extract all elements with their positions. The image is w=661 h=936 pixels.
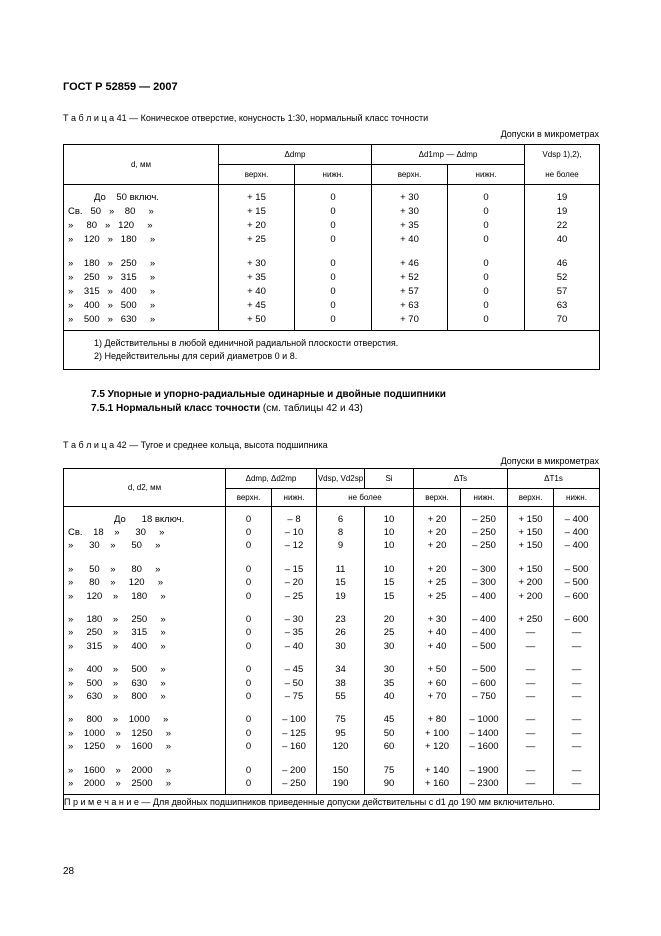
t41-sub-lower-1: нижн. [295, 165, 372, 185]
value-cell: + 150 [508, 563, 554, 576]
value-cell: — [554, 777, 600, 790]
t42-header-ts: ΔTs [414, 469, 508, 489]
value-cell: — [508, 676, 554, 689]
t42-note: П р и м е ч а н и е — Для двойных подшипников приведенные допуски действительны с d1 до 190 мм включительно. [64, 794, 600, 809]
value-cell: – 2300 [461, 777, 508, 790]
value-cell: 19 [525, 205, 600, 219]
table-row [64, 205, 600, 219]
value-cell: 9 [317, 539, 365, 552]
value-cell: 0 [226, 589, 272, 602]
value-cell: — [508, 663, 554, 676]
value-cell: 0 [226, 513, 272, 526]
value-cell: – 50 [272, 676, 317, 689]
value-cell: 46 [525, 257, 600, 271]
table-row [64, 676, 600, 689]
table-row [64, 299, 600, 313]
value-cell: + 160 [414, 777, 461, 790]
table-row [64, 219, 600, 233]
value-cell: – 1900 [461, 763, 508, 776]
section-title-7-5: 7.5 Упорные и упорно-радиальные одинарные и двойные подшипники [91, 389, 446, 400]
value-cell: – 400 [554, 539, 600, 552]
range-cell: » 800 » 1000 » [68, 714, 169, 726]
spacer-row [64, 247, 600, 257]
value-cell: – 40 [272, 640, 317, 653]
value-cell: – 250 [272, 777, 317, 790]
value-cell: + 25 [414, 576, 461, 589]
spacer-row [64, 653, 600, 663]
spacer-row [64, 703, 600, 713]
table42-units: Допуски в микрометрах [500, 456, 599, 466]
value-cell: – 35 [272, 626, 317, 639]
value-cell: 0 [295, 219, 372, 233]
value-cell: 25 [365, 626, 414, 639]
range-cell: До 18 включ. [114, 513, 185, 525]
range-cell: Св. 50 » 80 » [68, 206, 154, 217]
value-cell: — [554, 713, 600, 726]
value-cell: 0 [226, 539, 272, 552]
value-cell: — [508, 626, 554, 639]
range-cell: » 500 » 630 » [68, 677, 166, 689]
value-cell: + 40 [414, 640, 461, 653]
value-cell: 0 [448, 285, 525, 299]
table-row [64, 777, 600, 790]
range-cell: » 1000 » 1250 » [68, 727, 171, 739]
value-cell: 30 [317, 640, 365, 653]
range-cell: » 1250 » 1600 » [68, 741, 171, 753]
value-cell: – 15 [272, 563, 317, 576]
value-cell: + 80 [414, 713, 461, 726]
spacer-row [64, 553, 600, 563]
table-row [64, 589, 600, 602]
table-row [64, 526, 600, 539]
range-cell: » 315 » 400 » [68, 640, 166, 652]
t42-sub-upper-2: верхн. [414, 489, 461, 507]
range-cell: » 500 » 630 » [68, 314, 156, 325]
value-cell: 20 [365, 613, 414, 626]
t42-sub-upper-1: верхн. [226, 489, 272, 507]
table-row [64, 563, 600, 576]
value-cell: + 40 [414, 626, 461, 639]
value-cell: 0 [295, 205, 372, 219]
table-row [64, 663, 600, 676]
t42-header-d: d, d2, мм [64, 469, 226, 507]
document-id: ГОСТ Р 52859 — 2007 [63, 81, 178, 93]
value-cell: 23 [317, 613, 365, 626]
value-cell: – 1400 [461, 727, 508, 740]
value-cell: + 46 [372, 257, 448, 271]
value-cell: + 20 [414, 539, 461, 552]
value-cell: 95 [317, 727, 365, 740]
value-cell: + 63 [372, 299, 448, 313]
value-cell: 0 [295, 233, 372, 247]
value-cell: 57 [525, 285, 600, 299]
value-cell: – 100 [272, 713, 317, 726]
table-42 [63, 468, 600, 810]
value-cell: 19 [317, 589, 365, 602]
table41-caption: Т а б л и ц а 41 — Коническое отверстие, конусность 1:30, нормальный класс точности [63, 113, 429, 123]
value-cell: — [508, 713, 554, 726]
value-cell: + 150 [508, 539, 554, 552]
value-cell: — [554, 727, 600, 740]
value-cell: 30 [365, 663, 414, 676]
spacer-row [64, 753, 600, 763]
table-row [64, 513, 600, 526]
value-cell: + 150 [508, 513, 554, 526]
t41-footnote-2: 2) Недействительны для серий диаметров 0 и 8. [94, 351, 298, 361]
t42-header-dmp: Δdmp, Δd2mp [226, 469, 317, 489]
value-cell: 30 [365, 640, 414, 653]
t41-footnotes [64, 331, 600, 370]
value-cell: – 200 [272, 763, 317, 776]
value-cell: – 400 [461, 626, 508, 639]
spacer-row [64, 603, 600, 613]
value-cell: 35 [365, 676, 414, 689]
table-row [64, 313, 600, 327]
t42-sub-lower-3: нижн. [554, 489, 600, 507]
value-cell: — [508, 690, 554, 703]
range-cell: » 120 » 180 » [68, 590, 166, 602]
value-cell: 0 [448, 219, 525, 233]
value-cell: + 30 [372, 205, 448, 219]
value-cell: – 300 [461, 563, 508, 576]
value-cell: — [554, 690, 600, 703]
value-cell: 0 [448, 257, 525, 271]
section-title-7-5-1-bold: 7.5.1 Нормальный класс точности [91, 403, 261, 414]
table-row [64, 257, 600, 271]
value-cell: 55 [317, 690, 365, 703]
value-cell: + 70 [414, 690, 461, 703]
value-cell: 0 [295, 313, 372, 327]
value-cell: — [554, 676, 600, 689]
value-cell: 0 [226, 777, 272, 790]
value-cell: + 30 [372, 191, 448, 205]
value-cell: 10 [365, 539, 414, 552]
value-cell: 0 [226, 676, 272, 689]
value-cell: 19 [525, 191, 600, 205]
value-cell: + 50 [414, 663, 461, 676]
value-cell: + 45 [219, 299, 295, 313]
value-cell: 190 [317, 777, 365, 790]
range-cell: » 80 » 120 » [68, 577, 164, 589]
value-cell: 90 [365, 777, 414, 790]
t41-sub-upper-2: верхн. [372, 165, 448, 185]
value-cell: 70 [525, 313, 600, 327]
value-cell: 34 [317, 663, 365, 676]
table-row [64, 191, 600, 205]
value-cell: 60 [365, 740, 414, 753]
value-cell: + 25 [219, 233, 295, 247]
value-cell: – 500 [461, 663, 508, 676]
value-cell: + 120 [414, 740, 461, 753]
value-cell: + 150 [508, 526, 554, 539]
value-cell: + 25 [414, 589, 461, 602]
value-cell: – 600 [461, 676, 508, 689]
value-cell: – 75 [272, 690, 317, 703]
value-cell: + 40 [219, 285, 295, 299]
table-row [64, 271, 600, 285]
page-number: 28 [63, 866, 75, 877]
value-cell: + 20 [219, 219, 295, 233]
value-cell: – 10 [272, 526, 317, 539]
range-cell: » 180 » 250 » [68, 258, 156, 269]
value-cell: + 20 [414, 526, 461, 539]
table-row [64, 727, 600, 740]
value-cell: 150 [317, 763, 365, 776]
range-cell: » 250 » 315 » [68, 627, 166, 639]
value-cell: – 30 [272, 613, 317, 626]
value-cell: 0 [295, 285, 372, 299]
value-cell: + 200 [508, 576, 554, 589]
value-cell: – 400 [554, 513, 600, 526]
range-cell: » 180 » 250 » [68, 614, 166, 626]
value-cell: 45 [365, 713, 414, 726]
value-cell: – 1000 [461, 713, 508, 726]
value-cell: 0 [226, 576, 272, 589]
value-cell: — [508, 640, 554, 653]
value-cell: – 25 [272, 589, 317, 602]
value-cell: 50 [365, 727, 414, 740]
table-row [64, 713, 600, 726]
value-cell: – 300 [461, 576, 508, 589]
value-cell: – 250 [461, 539, 508, 552]
range-cell: » 50 » 80 » [68, 563, 161, 575]
value-cell: 0 [448, 271, 525, 285]
value-cell: 0 [448, 313, 525, 327]
range-cell: » 400 » 500 » [68, 300, 156, 311]
range-cell: » 120 » 180 » [68, 234, 156, 245]
range-cell: » 315 » 400 » [68, 286, 156, 297]
table-row [64, 233, 600, 247]
value-cell: — [554, 626, 600, 639]
value-cell: 0 [226, 613, 272, 626]
range-cell: Св. 18 » 30 » [68, 527, 165, 539]
value-cell: 10 [365, 526, 414, 539]
value-cell: – 250 [461, 513, 508, 526]
value-cell: + 20 [414, 513, 461, 526]
value-cell: 8 [317, 526, 365, 539]
value-cell: 0 [226, 740, 272, 753]
value-cell: + 70 [372, 313, 448, 327]
section-title-7-5-1-rest: (см. таблицы 42 и 43) [260, 403, 363, 414]
t42-sub-lower-1: нижн. [272, 489, 317, 507]
range-cell: » 630 » 800 » [68, 690, 166, 702]
table-row [64, 285, 600, 299]
value-cell: + 50 [219, 313, 295, 327]
value-cell: 15 [317, 576, 365, 589]
value-cell: 40 [365, 690, 414, 703]
value-cell: 0 [226, 690, 272, 703]
value-cell: 0 [226, 727, 272, 740]
value-cell: – 1600 [461, 740, 508, 753]
value-cell: — [508, 763, 554, 776]
t41-header-d: d, мм [64, 145, 219, 185]
table-row [64, 763, 600, 776]
value-cell: 120 [317, 740, 365, 753]
value-cell: 0 [226, 626, 272, 639]
t42-header-si: Si [365, 469, 414, 489]
t41-sub-upper-1: верхн. [219, 165, 295, 185]
t41-footnote-1: 1) Действительны в любой единичной радиальной плоскости отверстия. [94, 338, 399, 348]
value-cell: 15 [365, 576, 414, 589]
value-cell: 75 [365, 763, 414, 776]
value-cell: — [508, 740, 554, 753]
value-cell: + 57 [372, 285, 448, 299]
value-cell: 0 [295, 257, 372, 271]
value-cell: + 15 [219, 205, 295, 219]
value-cell: 0 [226, 563, 272, 576]
table-row [64, 640, 600, 653]
value-cell: 0 [226, 640, 272, 653]
t41-header-vdsp-note: не более [525, 165, 600, 185]
value-cell: + 30 [414, 613, 461, 626]
table-41 [63, 144, 600, 370]
value-cell: + 40 [372, 233, 448, 247]
value-cell: – 500 [554, 576, 600, 589]
range-cell: » 2000 » 2500 » [68, 777, 171, 789]
value-cell: + 250 [508, 613, 554, 626]
t42-header-vdsp: Vdsp, Vd2sp [317, 469, 365, 489]
t42-sub-lower-2: нижн. [461, 489, 508, 507]
value-cell: 52 [525, 271, 600, 285]
value-cell: – 250 [461, 526, 508, 539]
value-cell: + 200 [508, 589, 554, 602]
value-cell: – 500 [461, 640, 508, 653]
value-cell: 0 [226, 763, 272, 776]
value-cell: 15 [365, 589, 414, 602]
value-cell: 0 [448, 191, 525, 205]
value-cell: – 160 [272, 740, 317, 753]
value-cell: – 600 [554, 613, 600, 626]
value-cell: 26 [317, 626, 365, 639]
t41-sub-lower-2: нижн. [448, 165, 525, 185]
range-cell: » 400 » 500 » [68, 664, 166, 676]
value-cell: — [508, 777, 554, 790]
value-cell: 0 [448, 233, 525, 247]
t41-header-vdsp: Vdsp 1),2), [525, 145, 600, 165]
range-cell: » 1600 » 2000 » [68, 764, 171, 776]
t41-header-dmp: Δdmp [219, 145, 372, 165]
value-cell: 0 [226, 663, 272, 676]
value-cell: — [554, 640, 600, 653]
range-cell: До 50 включ. [94, 192, 159, 203]
table-row [64, 690, 600, 703]
value-cell: 0 [226, 526, 272, 539]
value-cell: – 20 [272, 576, 317, 589]
value-cell: + 35 [372, 219, 448, 233]
t42-sub-nomore: не более [317, 489, 414, 507]
table-row [64, 740, 600, 753]
value-cell: – 125 [272, 727, 317, 740]
table-row [64, 539, 600, 552]
t42-header-t1s: ΔT1s [508, 469, 600, 489]
value-cell: 10 [365, 513, 414, 526]
table-row [64, 613, 600, 626]
value-cell: + 140 [414, 763, 461, 776]
value-cell: + 20 [414, 563, 461, 576]
value-cell: 0 [226, 713, 272, 726]
value-cell: – 400 [461, 613, 508, 626]
value-cell: 0 [448, 299, 525, 313]
value-cell: 22 [525, 219, 600, 233]
value-cell: + 30 [219, 257, 295, 271]
t41-header-d1mp: Δd1mp — Δdmp [372, 145, 525, 165]
table41-units: Допуски в микрометрах [500, 129, 599, 139]
value-cell: – 12 [272, 539, 317, 552]
value-cell: – 45 [272, 663, 317, 676]
value-cell: — [508, 727, 554, 740]
value-cell: – 500 [554, 563, 600, 576]
value-cell: 38 [317, 676, 365, 689]
table42-caption: Т а б л и ц а 42 — Тугое и среднее кольца, высота подшипника [63, 440, 328, 450]
value-cell: 0 [295, 191, 372, 205]
value-cell: + 15 [219, 191, 295, 205]
value-cell: + 60 [414, 676, 461, 689]
value-cell: + 100 [414, 727, 461, 740]
value-cell: 75 [317, 713, 365, 726]
range-cell: » 250 » 315 » [68, 272, 156, 283]
value-cell: – 750 [461, 690, 508, 703]
value-cell: 10 [365, 563, 414, 576]
value-cell: – 400 [461, 589, 508, 602]
value-cell: — [554, 663, 600, 676]
value-cell: 0 [448, 205, 525, 219]
section-title-7-5-1 [91, 403, 363, 414]
table-row [64, 576, 600, 589]
value-cell: – 400 [554, 526, 600, 539]
table-row [64, 626, 600, 639]
value-cell: 11 [317, 563, 365, 576]
value-cell: 63 [525, 299, 600, 313]
t42-sub-upper-3: верхн. [508, 489, 554, 507]
value-cell: + 35 [219, 271, 295, 285]
value-cell: 40 [525, 233, 600, 247]
value-cell: – 600 [554, 589, 600, 602]
value-cell: 6 [317, 513, 365, 526]
range-cell: » 30 » 50 » [68, 540, 161, 552]
value-cell: – 8 [272, 513, 317, 526]
value-cell: — [554, 763, 600, 776]
value-cell: — [554, 740, 600, 753]
value-cell: 0 [295, 271, 372, 285]
value-cell: 0 [295, 299, 372, 313]
value-cell: + 52 [372, 271, 448, 285]
range-cell: » 80 » 120 » [68, 220, 153, 231]
